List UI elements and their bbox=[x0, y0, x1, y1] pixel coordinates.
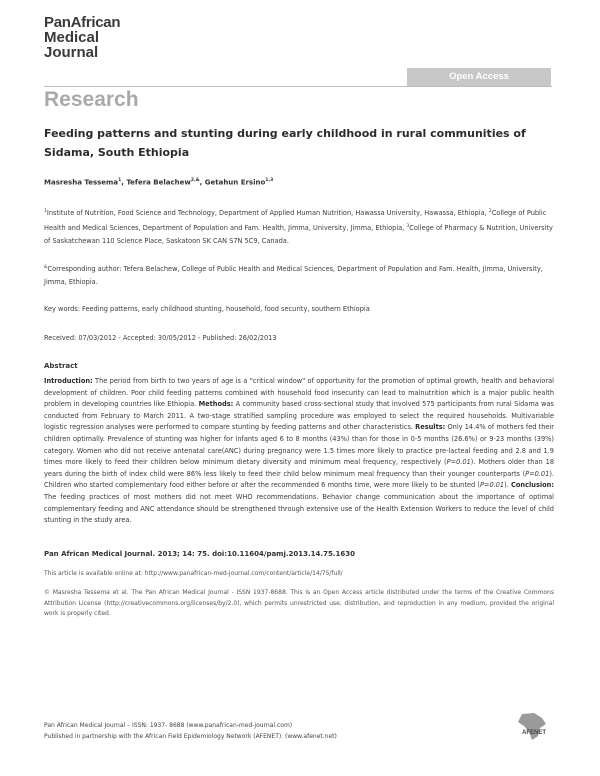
p-value: P=0.01 bbox=[525, 469, 550, 478]
author-list bbox=[44, 178, 273, 186]
footer-line-1: Pan African Medical Journal – ISSN: 1937- 8688 (www.panafrican-med-journal.com) bbox=[44, 722, 293, 729]
author-sup: 1,3 bbox=[265, 178, 274, 183]
africa-map-icon bbox=[512, 712, 556, 742]
copyright-notice: © Masresha Tessema et al. The Pan African Medical Journal - ISSN 1937-8688. This is an Open Access article distributed under the terms of the Creative Commons Attribution License (http://creativecommons.org/licenses/by/2.0), which permits unrestricted use, distribution, and reproduction in any medium, provided the original work is properly cited. bbox=[44, 589, 554, 617]
affil-sup: 3 bbox=[406, 224, 410, 230]
author-sup: 1 bbox=[118, 178, 122, 183]
abstract-text: Only 14.4% of mothers fed their children optimally. Prevalence of stunting was higher for infants aged 6 to 8 months (43%) than for those in 0-5 months (26.6%) or 9-23 months (39%) category. Women who did not receive antenatal care(ANC) during pregnancy were 1.5 times more likely to practice pre-lacteal feeding and 2.8 and 1.9 times more likely to feed their children below minimum dietary diversity and minimum meal frequency, respectively ( bbox=[44, 423, 554, 467]
abstract-text: A community based cross-sectional study that involved 575 participants from rural Sidama was conducted from February to March 2011. A two-stage stratified sampling procedure was employed to select the required households. Multivariable logistic regression analyses were performed to compare stunting by feeding patterns and other characteristics. bbox=[44, 400, 554, 432]
abstract-label: Introduction: bbox=[44, 377, 93, 385]
abstract-body bbox=[44, 376, 554, 527]
article-dates: Received: 07/03/2012 - Accepted: 30/05/2012 - Published: 26/02/2013 bbox=[44, 334, 277, 342]
abstract-label: Results: bbox=[415, 423, 446, 432]
abstract-text: ). bbox=[504, 481, 512, 490]
affil-text: College of Pharmacy & Nutrition, University of Saskatchewan 110 Science Place, Saskatoon SK CAN S7N 5C9, Canada. bbox=[44, 224, 553, 246]
author-name: Getahun Ersino bbox=[204, 178, 266, 187]
affil-text: Institute of Nutrition, Food Science and Technology, Department of Applied Human Nutrition, Hawassa University, Hawassa, Ethiopia, bbox=[46, 209, 489, 218]
logo-line-3: Journal bbox=[44, 44, 99, 61]
open-access-badge bbox=[407, 68, 551, 87]
author-name: Tefera Belachew bbox=[126, 178, 191, 187]
citation: Pan African Medical Journal. 2013; 14: 75. doi:10.11604/pamj.2013.14.75.1630 bbox=[44, 550, 355, 558]
corresponding-author bbox=[44, 261, 554, 289]
section-heading: Research bbox=[44, 88, 139, 111]
online-link[interactable]: This article is available online at: http://www.panafrican-med-journal.com/content/article/14/75/full/ bbox=[44, 570, 343, 577]
journal-logo bbox=[44, 14, 164, 68]
author-sup: 2,& bbox=[190, 178, 200, 183]
abstract-label: Conclusion: bbox=[511, 481, 554, 490]
logo-line-1: PanAfrican bbox=[44, 14, 121, 31]
author-separator: , bbox=[199, 178, 205, 187]
keywords: Key words: Feeding patterns, early childhood stunting, household, food security, southern Ethiopia bbox=[44, 305, 370, 313]
author-separator: , bbox=[121, 178, 127, 187]
abstract-text: The feeding practices of most mothers did not meet WHO recommendations. Behavior change communication about the importance of optimal complementary feeding and ANC attendance should be strengthened through extensive use of the Health Extension Workers to reduce the level of child stunting in the study area. bbox=[44, 492, 554, 525]
footer bbox=[44, 720, 337, 742]
abstract-heading: Abstract bbox=[44, 362, 78, 370]
affil-sup: 2 bbox=[488, 209, 492, 214]
afenet-logo bbox=[512, 712, 556, 742]
logo-line-2: Medical bbox=[44, 29, 100, 46]
corr-text: Corresponding author: Tefera Belachew, College of Public Health and Medical Sciences, Department of Population and Fam. Health, Jimma, University, Jimma, Ethiopia. bbox=[44, 265, 543, 287]
corr-sup: & bbox=[44, 265, 48, 270]
header-divider bbox=[44, 86, 552, 87]
abstract-text: The period from birth to two years of age is a "critical window" of opportunity for the promotion of optimal growth, health and behavioral development of children. Poor child feeding patterns combined with household food insecurity can lead to malnutrition which is a major public health problem in developing countries like Ethiopia. bbox=[44, 377, 554, 409]
author-name: Masresha Tessema bbox=[44, 178, 119, 187]
afenet-label: AFENET bbox=[522, 730, 546, 736]
p-value: P=0.01 bbox=[446, 458, 471, 467]
footer-line-2: Published in partnership with the African Field Epidemiology Network (AFENET). (www.afenet.net) bbox=[44, 733, 337, 740]
open-access-label: Open Access bbox=[449, 71, 509, 82]
affiliations bbox=[44, 205, 554, 248]
affil-sup: 1 bbox=[44, 209, 47, 214]
abstract-text: ). Children who started complementary food either before or after the recommended 6 months time, were more likely to be stunted ( bbox=[44, 469, 554, 490]
article-title: Feeding patterns and stunting during early childhood in rural communities of Sidama, South Ethiopia bbox=[44, 127, 526, 159]
p-value: P=0.01 bbox=[479, 481, 505, 490]
affil-text: College of Public Health and Medical Sciences, Department of Population and Fam. Health, Jimma, University, Jimma, Ethiopia, bbox=[44, 209, 547, 233]
abstract-text: ). Mothers older than 18 years during the birth of index child were 86% less likely to feed their child below minimum meal frequency than their younger counterparts ( bbox=[44, 458, 555, 478]
abstract-label: Methods: bbox=[198, 400, 234, 409]
